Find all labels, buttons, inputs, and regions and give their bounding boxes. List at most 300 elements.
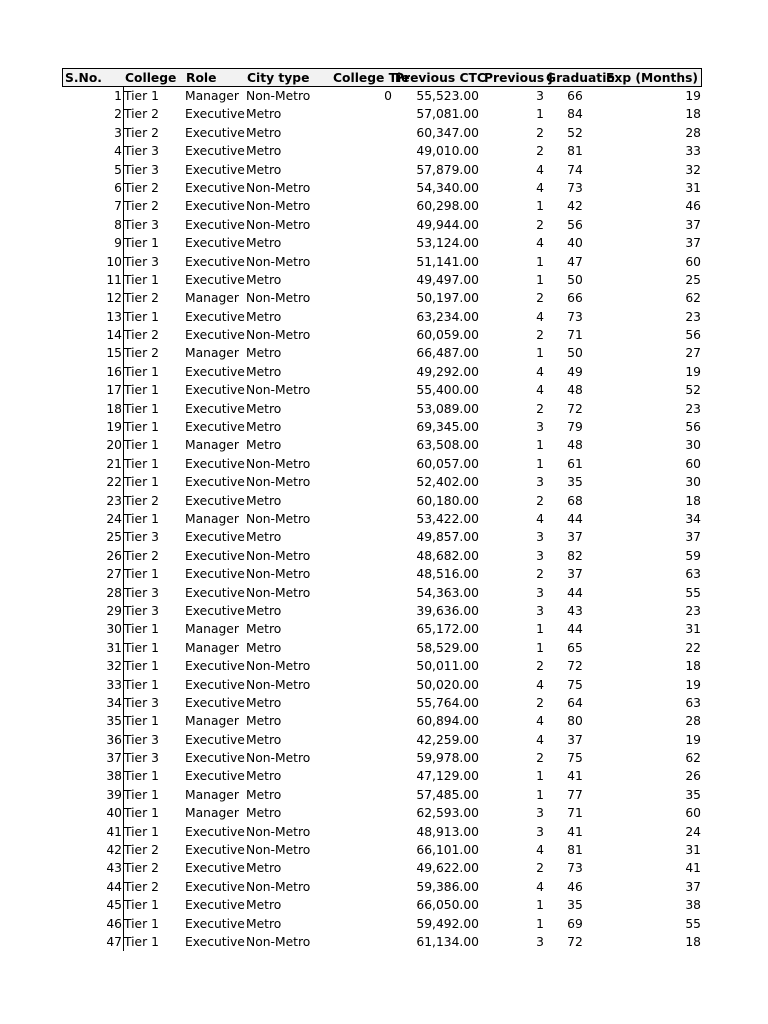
cell-previous-ctc[interactable]: 69,345.00 bbox=[416, 420, 479, 435]
cell-exp-months[interactable]: 30 bbox=[685, 438, 701, 453]
cell-exp-months[interactable]: 26 bbox=[685, 769, 701, 784]
cell-role[interactable]: Executive bbox=[185, 328, 245, 343]
cell-graduation[interactable]: 73 bbox=[567, 309, 583, 324]
cell-previous-ctc[interactable]: 52,402.00 bbox=[416, 475, 479, 490]
cell-previous-job[interactable]: 1 bbox=[536, 254, 544, 269]
cell-role[interactable]: Executive bbox=[185, 677, 245, 692]
header-college[interactable]: College bbox=[125, 71, 177, 85]
cell-exp-months[interactable]: 19 bbox=[685, 732, 701, 747]
cell-sno[interactable]: 13 bbox=[106, 309, 122, 324]
cell-previous-job[interactable]: 2 bbox=[536, 144, 544, 159]
cell-role[interactable]: Executive bbox=[185, 272, 245, 287]
cell-exp-months[interactable]: 23 bbox=[685, 401, 701, 416]
cell-previous-job[interactable]: 1 bbox=[536, 272, 544, 287]
cell-city-type[interactable]: Non-Metro bbox=[246, 291, 311, 306]
cell-sno[interactable]: 22 bbox=[106, 475, 122, 490]
header-college-tier[interactable]: College Tie bbox=[333, 71, 410, 85]
cell-graduation[interactable]: 37 bbox=[567, 567, 583, 582]
cell-sno[interactable]: 39 bbox=[106, 787, 122, 802]
cell-previous-ctc[interactable]: 59,492.00 bbox=[416, 916, 479, 931]
cell-role[interactable]: Executive bbox=[185, 751, 245, 766]
cell-sno[interactable]: 43 bbox=[106, 861, 122, 876]
header-exp-months[interactable]: Exp (Months) bbox=[606, 71, 699, 85]
cell-sno[interactable]: 14 bbox=[106, 328, 122, 343]
cell-sno[interactable]: 34 bbox=[106, 695, 122, 710]
cell-previous-ctc[interactable]: 39,636.00 bbox=[416, 603, 479, 618]
cell-exp-months[interactable]: 37 bbox=[685, 217, 701, 232]
cell-previous-job[interactable]: 4 bbox=[536, 309, 544, 324]
cell-college[interactable]: Tier 2 bbox=[124, 107, 159, 122]
cell-previous-ctc[interactable]: 60,057.00 bbox=[416, 456, 479, 471]
cell-graduation[interactable]: 82 bbox=[567, 548, 583, 563]
cell-college[interactable]: Tier 3 bbox=[124, 695, 159, 710]
cell-role[interactable]: Executive bbox=[185, 420, 245, 435]
cell-exp-months[interactable]: 60 bbox=[685, 456, 701, 471]
cell-role[interactable]: Executive bbox=[185, 861, 245, 876]
cell-exp-months[interactable]: 62 bbox=[685, 751, 701, 766]
cell-previous-job[interactable]: 2 bbox=[536, 567, 544, 582]
cell-exp-months[interactable]: 62 bbox=[685, 291, 701, 306]
cell-exp-months[interactable]: 52 bbox=[685, 383, 701, 398]
cell-graduation[interactable]: 72 bbox=[567, 401, 583, 416]
cell-exp-months[interactable]: 33 bbox=[685, 144, 701, 159]
cell-sno[interactable]: 24 bbox=[106, 511, 122, 526]
header-previous-job[interactable]: Previous j bbox=[484, 71, 553, 85]
cell-city-type[interactable]: Metro bbox=[246, 125, 282, 140]
cell-exp-months[interactable]: 63 bbox=[685, 567, 701, 582]
cell-exp-months[interactable]: 37 bbox=[685, 879, 701, 894]
cell-graduation[interactable]: 41 bbox=[567, 769, 583, 784]
cell-previous-job[interactable]: 1 bbox=[536, 898, 544, 913]
cell-college[interactable]: Tier 1 bbox=[124, 475, 159, 490]
cell-previous-job[interactable]: 3 bbox=[536, 824, 544, 839]
cell-graduation[interactable]: 37 bbox=[567, 530, 583, 545]
cell-exp-months[interactable]: 37 bbox=[685, 530, 701, 545]
cell-role[interactable]: Executive bbox=[185, 493, 245, 508]
cell-graduation[interactable]: 66 bbox=[567, 89, 583, 103]
cell-city-type[interactable]: Non-Metro bbox=[246, 677, 311, 692]
cell-college[interactable]: Tier 1 bbox=[124, 272, 159, 287]
cell-sno[interactable]: 12 bbox=[106, 291, 122, 306]
cell-exp-months[interactable]: 56 bbox=[685, 420, 701, 435]
cell-previous-job[interactable]: 2 bbox=[536, 401, 544, 416]
cell-previous-ctc[interactable]: 58,529.00 bbox=[416, 640, 479, 655]
cell-exp-months[interactable]: 60 bbox=[685, 806, 701, 821]
cell-previous-ctc[interactable]: 49,497.00 bbox=[416, 272, 479, 287]
cell-city-type[interactable]: Non-Metro bbox=[246, 180, 311, 195]
cell-college[interactable]: Tier 2 bbox=[124, 548, 159, 563]
cell-college[interactable]: Tier 2 bbox=[124, 125, 159, 140]
cell-previous-job[interactable]: 3 bbox=[536, 89, 544, 103]
cell-role[interactable]: Manager bbox=[185, 511, 239, 526]
cell-exp-months[interactable]: 18 bbox=[685, 659, 701, 674]
cell-exp-months[interactable]: 35 bbox=[685, 787, 701, 802]
cell-role[interactable]: Executive bbox=[185, 144, 245, 159]
cell-exp-months[interactable]: 37 bbox=[685, 236, 701, 251]
cell-role[interactable]: Executive bbox=[185, 162, 245, 177]
cell-sno[interactable]: 32 bbox=[106, 659, 122, 674]
cell-college[interactable]: Tier 1 bbox=[124, 769, 159, 784]
cell-graduation[interactable]: 64 bbox=[567, 695, 583, 710]
cell-role[interactable]: Executive bbox=[185, 732, 245, 747]
cell-previous-job[interactable]: 2 bbox=[536, 328, 544, 343]
cell-graduation[interactable]: 44 bbox=[567, 585, 583, 600]
cell-role[interactable]: Executive bbox=[185, 364, 245, 379]
header-sno[interactable]: S.No. bbox=[65, 71, 102, 85]
cell-graduation[interactable]: 44 bbox=[567, 622, 583, 637]
cell-graduation[interactable]: 35 bbox=[567, 898, 583, 913]
cell-previous-job[interactable]: 4 bbox=[536, 843, 544, 858]
cell-role[interactable]: Executive bbox=[185, 567, 245, 582]
cell-previous-ctc[interactable]: 65,172.00 bbox=[416, 622, 479, 637]
cell-college[interactable]: Tier 2 bbox=[124, 493, 159, 508]
cell-city-type[interactable]: Metro bbox=[246, 530, 282, 545]
cell-graduation[interactable]: 81 bbox=[567, 144, 583, 159]
cell-city-type[interactable]: Non-Metro bbox=[246, 824, 311, 839]
cell-city-type[interactable]: Metro bbox=[246, 144, 282, 159]
cell-sno[interactable]: 28 bbox=[106, 585, 122, 600]
cell-college[interactable]: Tier 1 bbox=[124, 806, 159, 821]
cell-previous-job[interactable]: 1 bbox=[536, 622, 544, 637]
cell-exp-months[interactable]: 56 bbox=[685, 328, 701, 343]
cell-college[interactable]: Tier 2 bbox=[124, 879, 159, 894]
cell-previous-ctc[interactable]: 63,234.00 bbox=[416, 309, 479, 324]
cell-sno[interactable]: 9 bbox=[114, 236, 122, 251]
cell-city-type[interactable]: Metro bbox=[246, 640, 282, 655]
cell-role[interactable]: Manager bbox=[185, 89, 239, 103]
cell-exp-months[interactable]: 31 bbox=[685, 843, 701, 858]
cell-sno[interactable]: 17 bbox=[106, 383, 122, 398]
cell-role[interactable]: Executive bbox=[185, 695, 245, 710]
cell-college[interactable]: Tier 2 bbox=[124, 861, 159, 876]
cell-previous-job[interactable]: 1 bbox=[536, 787, 544, 802]
cell-college[interactable]: Tier 3 bbox=[124, 217, 159, 232]
cell-exp-months[interactable]: 19 bbox=[685, 677, 701, 692]
cell-city-type[interactable]: Non-Metro bbox=[246, 217, 311, 232]
cell-previous-job[interactable]: 4 bbox=[536, 732, 544, 747]
cell-exp-months[interactable]: 19 bbox=[685, 364, 701, 379]
cell-city-type[interactable]: Non-Metro bbox=[246, 254, 311, 269]
cell-previous-ctc[interactable]: 49,857.00 bbox=[416, 530, 479, 545]
cell-previous-ctc[interactable]: 60,894.00 bbox=[416, 714, 479, 729]
cell-previous-job[interactable]: 4 bbox=[536, 180, 544, 195]
cell-graduation[interactable]: 72 bbox=[567, 934, 583, 949]
cell-role[interactable]: Executive bbox=[185, 659, 245, 674]
cell-sno[interactable]: 11 bbox=[106, 272, 122, 287]
cell-college[interactable]: Tier 1 bbox=[124, 916, 159, 931]
cell-previous-ctc[interactable]: 57,081.00 bbox=[416, 107, 479, 122]
cell-exp-months[interactable]: 55 bbox=[685, 916, 701, 931]
cell-graduation[interactable]: 80 bbox=[567, 714, 583, 729]
cell-college[interactable]: Tier 1 bbox=[124, 787, 159, 802]
cell-exp-months[interactable]: 60 bbox=[685, 254, 701, 269]
cell-city-type[interactable]: Metro bbox=[246, 493, 282, 508]
cell-role[interactable]: Executive bbox=[185, 309, 245, 324]
cell-college[interactable]: Tier 1 bbox=[124, 567, 159, 582]
cell-previous-ctc[interactable]: 66,050.00 bbox=[416, 898, 479, 913]
cell-city-type[interactable]: Metro bbox=[246, 309, 282, 324]
cell-graduation[interactable]: 52 bbox=[567, 125, 583, 140]
cell-previous-ctc[interactable]: 53,089.00 bbox=[416, 401, 479, 416]
cell-graduation[interactable]: 73 bbox=[567, 180, 583, 195]
cell-city-type[interactable]: Metro bbox=[246, 695, 282, 710]
cell-previous-ctc[interactable]: 60,347.00 bbox=[416, 125, 479, 140]
cell-city-type[interactable]: Non-Metro bbox=[246, 89, 311, 103]
cell-sno[interactable]: 10 bbox=[106, 254, 122, 269]
cell-previous-job[interactable]: 3 bbox=[536, 475, 544, 490]
cell-sno[interactable]: 26 bbox=[106, 548, 122, 563]
cell-sno[interactable]: 15 bbox=[106, 346, 122, 361]
cell-previous-ctc[interactable]: 51,141.00 bbox=[416, 254, 479, 269]
cell-city-type[interactable]: Non-Metro bbox=[246, 511, 311, 526]
cell-previous-ctc[interactable]: 60,298.00 bbox=[416, 199, 479, 214]
cell-role[interactable]: Executive bbox=[185, 383, 245, 398]
cell-role[interactable]: Executive bbox=[185, 879, 245, 894]
cell-college[interactable]: Tier 1 bbox=[124, 824, 159, 839]
cell-previous-job[interactable]: 4 bbox=[536, 383, 544, 398]
cell-graduation[interactable]: 44 bbox=[567, 511, 583, 526]
cell-role[interactable]: Executive bbox=[185, 217, 245, 232]
cell-previous-job[interactable]: 2 bbox=[536, 125, 544, 140]
cell-previous-job[interactable]: 1 bbox=[536, 438, 544, 453]
cell-college[interactable]: Tier 1 bbox=[124, 677, 159, 692]
cell-graduation[interactable]: 48 bbox=[567, 383, 583, 398]
cell-previous-ctc[interactable]: 55,400.00 bbox=[416, 383, 479, 398]
cell-previous-ctc[interactable]: 66,101.00 bbox=[416, 843, 479, 858]
cell-city-type[interactable]: Non-Metro bbox=[246, 843, 311, 858]
cell-sno[interactable]: 18 bbox=[106, 401, 122, 416]
cell-exp-months[interactable]: 23 bbox=[685, 603, 701, 618]
cell-previous-ctc[interactable]: 49,944.00 bbox=[416, 217, 479, 232]
cell-graduation[interactable]: 50 bbox=[567, 272, 583, 287]
cell-college[interactable]: Tier 1 bbox=[124, 438, 159, 453]
cell-college-tier[interactable]: 0 bbox=[384, 89, 392, 103]
cell-college[interactable]: Tier 3 bbox=[124, 530, 159, 545]
cell-previous-job[interactable]: 2 bbox=[536, 493, 544, 508]
cell-role[interactable]: Executive bbox=[185, 898, 245, 913]
cell-sno[interactable]: 29 bbox=[106, 603, 122, 618]
cell-college[interactable]: Tier 1 bbox=[124, 236, 159, 251]
cell-sno[interactable]: 44 bbox=[106, 879, 122, 894]
cell-sno[interactable]: 40 bbox=[106, 806, 122, 821]
cell-previous-ctc[interactable]: 47,129.00 bbox=[416, 769, 479, 784]
cell-college[interactable]: Tier 3 bbox=[124, 585, 159, 600]
cell-previous-job[interactable]: 1 bbox=[536, 107, 544, 122]
cell-college[interactable]: Tier 1 bbox=[124, 383, 159, 398]
cell-sno[interactable]: 27 bbox=[106, 567, 122, 582]
cell-city-type[interactable]: Metro bbox=[246, 401, 282, 416]
cell-sno[interactable]: 46 bbox=[106, 916, 122, 931]
cell-previous-ctc[interactable]: 55,523.00 bbox=[416, 89, 479, 103]
cell-previous-ctc[interactable]: 42,259.00 bbox=[416, 732, 479, 747]
cell-previous-job[interactable]: 1 bbox=[536, 640, 544, 655]
cell-sno[interactable]: 4 bbox=[114, 144, 122, 159]
cell-college[interactable]: Tier 1 bbox=[124, 420, 159, 435]
cell-previous-job[interactable]: 3 bbox=[536, 603, 544, 618]
cell-sno[interactable]: 8 bbox=[114, 217, 122, 232]
cell-graduation[interactable]: 84 bbox=[567, 107, 583, 122]
cell-previous-ctc[interactable]: 57,485.00 bbox=[416, 787, 479, 802]
cell-sno[interactable]: 23 bbox=[106, 493, 122, 508]
cell-previous-job[interactable]: 1 bbox=[536, 769, 544, 784]
cell-graduation[interactable]: 49 bbox=[567, 364, 583, 379]
cell-college[interactable]: Tier 1 bbox=[124, 934, 159, 949]
cell-previous-job[interactable]: 4 bbox=[536, 364, 544, 379]
cell-college[interactable]: Tier 3 bbox=[124, 603, 159, 618]
cell-city-type[interactable]: Metro bbox=[246, 787, 282, 802]
cell-role[interactable]: Executive bbox=[185, 548, 245, 563]
cell-previous-ctc[interactable]: 54,340.00 bbox=[416, 180, 479, 195]
cell-sno[interactable]: 42 bbox=[106, 843, 122, 858]
cell-college[interactable]: Tier 3 bbox=[124, 751, 159, 766]
cell-previous-ctc[interactable]: 62,593.00 bbox=[416, 806, 479, 821]
cell-graduation[interactable]: 68 bbox=[567, 493, 583, 508]
cell-city-type[interactable]: Metro bbox=[246, 346, 282, 361]
cell-sno[interactable]: 19 bbox=[106, 420, 122, 435]
cell-exp-months[interactable]: 31 bbox=[685, 622, 701, 637]
cell-city-type[interactable]: Non-Metro bbox=[246, 934, 311, 949]
cell-sno[interactable]: 2 bbox=[114, 107, 122, 122]
cell-exp-months[interactable]: 34 bbox=[685, 511, 701, 526]
cell-previous-job[interactable]: 2 bbox=[536, 751, 544, 766]
cell-previous-ctc[interactable]: 59,386.00 bbox=[416, 879, 479, 894]
cell-sno[interactable]: 47 bbox=[106, 934, 122, 949]
cell-sno[interactable]: 20 bbox=[106, 438, 122, 453]
cell-previous-ctc[interactable]: 48,682.00 bbox=[416, 548, 479, 563]
cell-graduation[interactable]: 81 bbox=[567, 843, 583, 858]
cell-previous-ctc[interactable]: 53,124.00 bbox=[416, 236, 479, 251]
cell-exp-months[interactable]: 46 bbox=[685, 199, 701, 214]
cell-previous-ctc[interactable]: 53,422.00 bbox=[416, 511, 479, 526]
cell-city-type[interactable]: Non-Metro bbox=[246, 567, 311, 582]
cell-city-type[interactable]: Metro bbox=[246, 769, 282, 784]
cell-previous-job[interactable]: 4 bbox=[536, 511, 544, 526]
cell-exp-months[interactable]: 28 bbox=[685, 125, 701, 140]
cell-city-type[interactable]: Metro bbox=[246, 364, 282, 379]
cell-sno[interactable]: 45 bbox=[106, 898, 122, 913]
cell-role[interactable]: Executive bbox=[185, 125, 245, 140]
cell-exp-months[interactable]: 28 bbox=[685, 714, 701, 729]
cell-college[interactable]: Tier 1 bbox=[124, 511, 159, 526]
cell-city-type[interactable]: Non-Metro bbox=[246, 751, 311, 766]
cell-sno[interactable]: 38 bbox=[106, 769, 122, 784]
cell-role[interactable]: Manager bbox=[185, 714, 239, 729]
cell-role[interactable]: Manager bbox=[185, 787, 239, 802]
cell-graduation[interactable]: 56 bbox=[567, 217, 583, 232]
cell-role[interactable]: Manager bbox=[185, 806, 239, 821]
cell-graduation[interactable]: 61 bbox=[567, 456, 583, 471]
cell-role[interactable]: Manager bbox=[185, 291, 239, 306]
cell-graduation[interactable]: 37 bbox=[567, 732, 583, 747]
cell-exp-months[interactable]: 18 bbox=[685, 493, 701, 508]
cell-role[interactable]: Executive bbox=[185, 603, 245, 618]
cell-city-type[interactable]: Metro bbox=[246, 861, 282, 876]
cell-graduation[interactable]: 79 bbox=[567, 420, 583, 435]
cell-exp-months[interactable]: 27 bbox=[685, 346, 701, 361]
cell-role[interactable]: Manager bbox=[185, 622, 239, 637]
cell-previous-job[interactable]: 1 bbox=[536, 346, 544, 361]
cell-college[interactable]: Tier 3 bbox=[124, 162, 159, 177]
cell-sno[interactable]: 25 bbox=[106, 530, 122, 545]
cell-previous-ctc[interactable]: 57,879.00 bbox=[416, 162, 479, 177]
cell-role[interactable]: Executive bbox=[185, 107, 245, 122]
cell-previous-ctc[interactable]: 49,292.00 bbox=[416, 364, 479, 379]
cell-previous-ctc[interactable]: 63,508.00 bbox=[416, 438, 479, 453]
cell-exp-months[interactable]: 22 bbox=[685, 640, 701, 655]
cell-exp-months[interactable]: 23 bbox=[685, 309, 701, 324]
cell-sno[interactable]: 37 bbox=[106, 751, 122, 766]
cell-city-type[interactable]: Metro bbox=[246, 272, 282, 287]
cell-college[interactable]: Tier 1 bbox=[124, 401, 159, 416]
cell-previous-job[interactable]: 1 bbox=[536, 916, 544, 931]
cell-college[interactable]: Tier 2 bbox=[124, 291, 159, 306]
cell-college[interactable]: Tier 2 bbox=[124, 346, 159, 361]
cell-city-type[interactable]: Non-Metro bbox=[246, 383, 311, 398]
cell-city-type[interactable]: Metro bbox=[246, 806, 282, 821]
cell-graduation[interactable]: 47 bbox=[567, 254, 583, 269]
cell-role[interactable]: Executive bbox=[185, 916, 245, 931]
cell-role[interactable]: Manager bbox=[185, 346, 239, 361]
cell-exp-months[interactable]: 30 bbox=[685, 475, 701, 490]
cell-role[interactable]: Executive bbox=[185, 456, 245, 471]
cell-graduation[interactable]: 71 bbox=[567, 806, 583, 821]
cell-college[interactable]: Tier 2 bbox=[124, 180, 159, 195]
cell-sno[interactable]: 1 bbox=[114, 89, 122, 103]
cell-previous-job[interactable]: 1 bbox=[536, 456, 544, 471]
cell-city-type[interactable]: Metro bbox=[246, 236, 282, 251]
cell-previous-ctc[interactable]: 55,764.00 bbox=[416, 695, 479, 710]
cell-previous-job[interactable]: 3 bbox=[536, 548, 544, 563]
cell-college[interactable]: Tier 2 bbox=[124, 199, 159, 214]
cell-city-type[interactable]: Metro bbox=[246, 603, 282, 618]
cell-previous-ctc[interactable]: 48,913.00 bbox=[416, 824, 479, 839]
cell-previous-ctc[interactable]: 50,011.00 bbox=[416, 659, 479, 674]
cell-city-type[interactable]: Metro bbox=[246, 107, 282, 122]
cell-graduation[interactable]: 72 bbox=[567, 659, 583, 674]
cell-sno[interactable]: 21 bbox=[106, 456, 122, 471]
cell-city-type[interactable]: Metro bbox=[246, 714, 282, 729]
cell-previous-job[interactable]: 2 bbox=[536, 861, 544, 876]
cell-city-type[interactable]: Metro bbox=[246, 622, 282, 637]
cell-college[interactable]: Tier 3 bbox=[124, 144, 159, 159]
cell-previous-job[interactable]: 3 bbox=[536, 806, 544, 821]
cell-college[interactable]: Tier 2 bbox=[124, 843, 159, 858]
cell-previous-job[interactable]: 2 bbox=[536, 659, 544, 674]
cell-role[interactable]: Executive bbox=[185, 199, 245, 214]
cell-sno[interactable]: 16 bbox=[106, 364, 122, 379]
cell-exp-months[interactable]: 19 bbox=[685, 89, 701, 103]
cell-previous-ctc[interactable]: 50,020.00 bbox=[416, 677, 479, 692]
header-role[interactable]: Role bbox=[186, 71, 217, 85]
cell-city-type[interactable]: Metro bbox=[246, 438, 282, 453]
cell-exp-months[interactable]: 55 bbox=[685, 585, 701, 600]
cell-sno[interactable]: 5 bbox=[114, 162, 122, 177]
cell-city-type[interactable]: Metro bbox=[246, 420, 282, 435]
cell-previous-job[interactable]: 4 bbox=[536, 236, 544, 251]
cell-previous-job[interactable]: 4 bbox=[536, 162, 544, 177]
cell-previous-ctc[interactable]: 50,197.00 bbox=[416, 291, 479, 306]
cell-city-type[interactable]: Metro bbox=[246, 898, 282, 913]
cell-college[interactable]: Tier 3 bbox=[124, 254, 159, 269]
cell-sno[interactable]: 31 bbox=[106, 640, 122, 655]
cell-previous-ctc[interactable]: 48,516.00 bbox=[416, 567, 479, 582]
cell-previous-ctc[interactable]: 59,978.00 bbox=[416, 751, 479, 766]
cell-college[interactable]: Tier 1 bbox=[124, 622, 159, 637]
cell-exp-months[interactable]: 18 bbox=[685, 107, 701, 122]
cell-city-type[interactable]: Non-Metro bbox=[246, 456, 311, 471]
cell-role[interactable]: Executive bbox=[185, 585, 245, 600]
cell-exp-months[interactable]: 24 bbox=[685, 824, 701, 839]
